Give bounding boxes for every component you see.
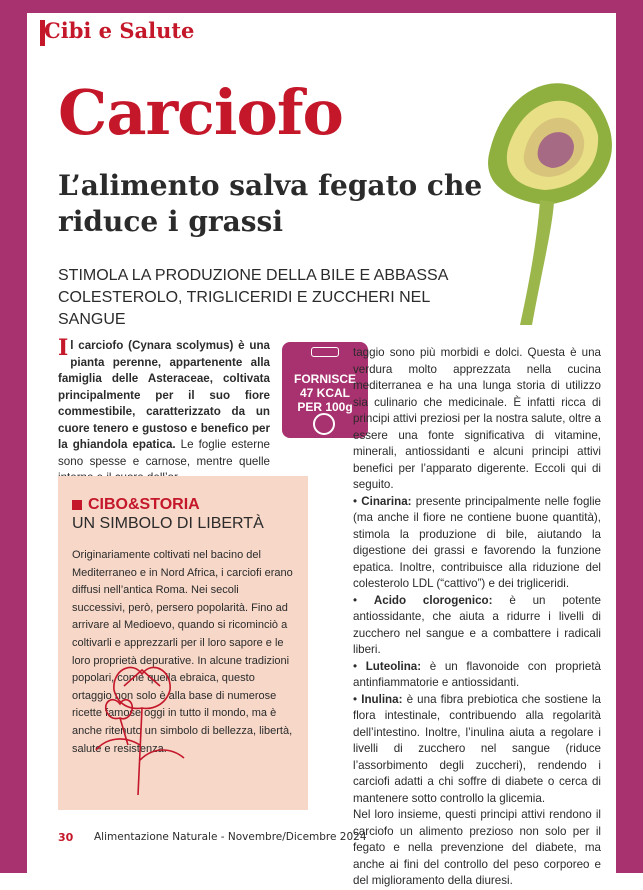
publication-line: Alimentazione Naturale - Novembre/Dicembre 2024 xyxy=(94,831,367,843)
kcal-line-3: PER 100g xyxy=(297,400,353,414)
kcal-line-1: FORNISCE xyxy=(293,372,356,386)
article-subtitle: L’alimento salva fegato che riduce i grassi xyxy=(58,169,483,238)
bullet-term: Luteolina: xyxy=(365,659,422,673)
article-title: Carciofo xyxy=(58,76,343,149)
bullet-acido-clorogenico: • Acido clorogenico: è un potente antiossidante, che aiuta a ridurre i livelli di zucchero nel sangue e a combattere i radicali liberi. xyxy=(353,593,601,656)
intro-bold-text: l carciofo (Cynara scolymus) è una pianta perenne, appartenente alla famiglia delle Asteraceae, coltivata principalmente per il suo fiore commestibile, caratterizzato da un cuore tenero e gustoso e benefico per la ghiandola epatica. xyxy=(58,339,270,451)
artichoke-photo xyxy=(470,30,620,330)
page-frame-right xyxy=(616,0,643,873)
drop-icon xyxy=(313,413,335,435)
scale-icon xyxy=(311,347,339,357)
page-frame-top xyxy=(27,0,616,13)
box-head-mark xyxy=(72,500,82,510)
article-main-column xyxy=(353,345,601,890)
article-intro-column xyxy=(58,335,270,487)
page-frame-left xyxy=(0,0,27,873)
bullet-text: è un flavonoide con proprietà antinfiammatorie e antiossidanti. xyxy=(353,659,602,689)
right-intro: taggio sono più morbidi e dolci. Questa è una verdura molto apprezzata nella cucina mediterranea e ha una lunga storia di utilizzo sia culinario che medicinale. È infatti ricca di principi attivi preziosi per la nostra salute, oltre a essere una fonte significativa di vitamine, minerali, antiossidanti e alcuni principi attivi benefici per l’apparato digerente. Eccoli qui di seguito. xyxy=(353,346,601,491)
article-kicker: STIMOLA LA PRODUZIONE DELLA BILE E ABBASSA COLESTEROLO, TRIGLICERIDI E ZUCCHERI NEL SANGUE xyxy=(58,267,448,328)
intro-text: Le foglie esterne sono spesse e carnose, mentre quelle xyxy=(58,438,270,468)
box-text: Originariamente coltivati nel bacino del Mediterraneo e in Nord Africa, i carciofi erano diffusi nell’antica Roma. Nei secoli successivi, però, persero popolarità. Fino ad arrivare al Medioevo, quando si ricominciò a coltivarli e apprezzarli per il loro sapore e le loro proprietà depurative. In alcune tradizioni popolari, come quella ebraica, questo ortaggio non solo è alla base di numerose ricette famose oggi in tutto il mondo, ma è anche ritenuto un simbolo di bellezza, libertà, salute e resistenza. xyxy=(72,549,293,755)
page-number: 30 xyxy=(58,831,74,844)
dropcap: I xyxy=(58,335,69,361)
bullet-text: presente principalmente nelle foglie (ma anche il fiore ne contiene buone quantità), stimola la produzione di bile, aiutando la digestione dei grassi e favorendo la funzione epatica. Inoltre, contribuisce alla riduzione del colesterolo LDL (“cattivo”) e dei trigliceridi. xyxy=(353,494,601,590)
bullet-cinarina: • Cinarina: presente principalmente nelle foglie (ma anche il fiore ne contiene buone quantità), stimola la produzione di bile, aiutando la digestione dei grassi e favorendo la funzione epatica. Inoltre, contribuisce alla riduzione del colesterolo LDL (“cattivo”) e dei trigliceridi. xyxy=(353,494,601,590)
bullet-term: Acido clorogenico: xyxy=(373,593,493,607)
kcal-line-2: 47 KCAL xyxy=(299,386,350,400)
bullet-term: Cinarina: xyxy=(361,494,412,508)
bullet-inulina: • Inulina: è una fibra prebiotica che sostiene la flora intestinale, contribuendo alla regolarità dell’intestino. Inoltre, l’inulina aiuta a regolare i livelli di zucchero nel sangue (riduce l’assorbimento degli zuccheri), rendendo i carciofi adatti a chi soffre di diabete o cerca di mantenere sotto controllo la glicemia. xyxy=(353,692,602,805)
bullet-term: Inulina: xyxy=(361,692,403,706)
bullet-text: è un potente antiossidante, che aiuta a ridurre i livelli di zucchero nel sangue e a combattere i radicali liberi. xyxy=(353,593,601,656)
section-tag: Cibi e Salute xyxy=(44,18,195,43)
artichoke-sketch xyxy=(84,650,204,800)
box-subtitle: UN SIMBOLO DI LIBERTÀ xyxy=(72,515,264,532)
box-title: CIBO&STORIA xyxy=(88,496,200,513)
bullet-text: è una fibra prebiotica che sostiene la flora intestinale, contribuendo alla regolarità dell’intestino. Inoltre, l’inulina aiuta a regolare i livelli di zucchero nel sangue (riduce l’assorbimento degli zuccheri), rendendo i carciofi adatti a chi soffre di diabete o cerca di mantenere sotto controllo la glicemia. xyxy=(353,692,602,805)
closing-paragraph: Nel loro insieme, questi principi attivi rendono il carciofo un alimento prezioso non solo per il fegato e nella prevenzione del diabete, ma anche ai fini del controllo del peso corporeo e del miglioramento della diuresi. xyxy=(353,808,601,887)
bullet-luteolina: • Luteolina: è un flavonoide con proprietà antinfiammatorie e antiossidanti. xyxy=(353,659,602,689)
